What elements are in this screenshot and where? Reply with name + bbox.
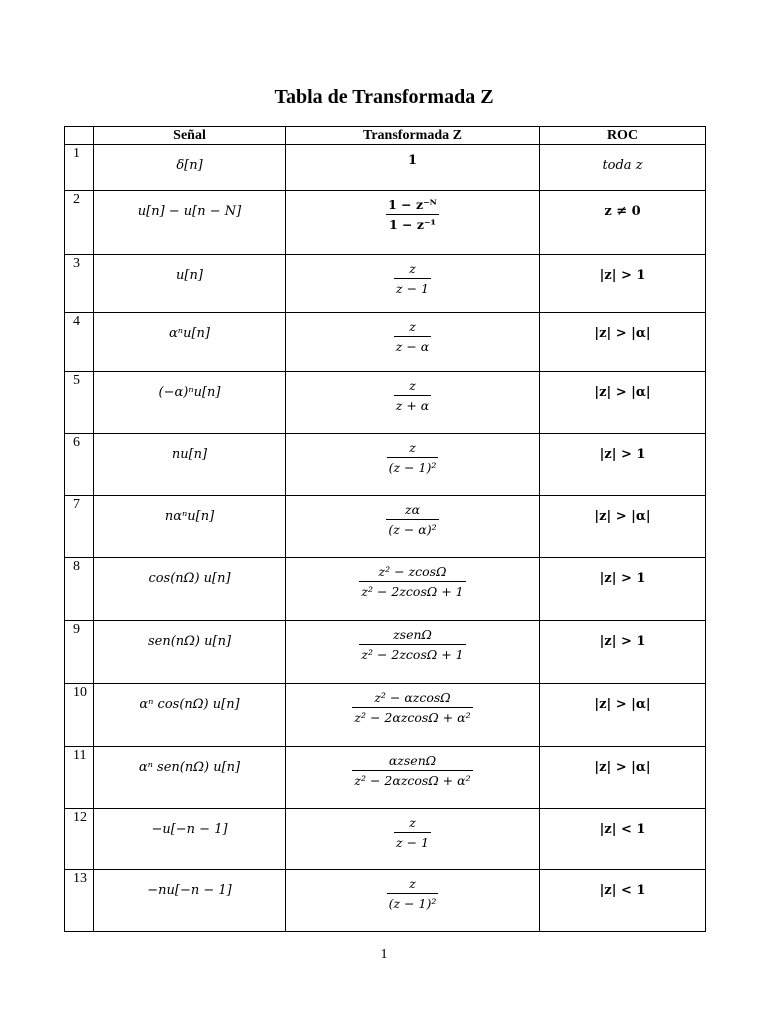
signal-cell: u[n] (176, 268, 203, 283)
header-index (65, 127, 94, 145)
table-row (65, 870, 706, 932)
signal-cell: −u[−n − 1] (151, 822, 228, 837)
numerator: αzsenΩ (352, 753, 472, 771)
transform-fraction (359, 627, 465, 662)
table-row (65, 558, 706, 621)
numerator: z (394, 319, 431, 337)
denominator: (z − α)² (388, 522, 437, 537)
signal-cell: αⁿ cos(nΩ) u[n] (139, 697, 240, 712)
roc-cell: toda z (602, 158, 643, 173)
signal-cell: cos(nΩ) u[n] (148, 571, 231, 586)
table-row (65, 191, 706, 255)
roc-cell: |z| > |α| (594, 385, 651, 400)
table-row (65, 255, 706, 313)
row-number: 3 (65, 255, 94, 313)
signal-cell: −nu[−n − 1] (147, 883, 232, 898)
page-title: Tabla de Transformada Z (274, 86, 494, 108)
roc-cell: |z| > |α| (594, 760, 651, 775)
numerator: zα (386, 502, 438, 520)
denominator: z − 1 (396, 281, 429, 296)
transform-fraction (352, 690, 472, 725)
row-number: 2 (65, 191, 94, 255)
transform-fraction (394, 815, 431, 850)
row-number: 4 (65, 313, 94, 372)
header-roc: ROC (540, 127, 706, 145)
signal-cell: u[n] − u[n − N] (137, 204, 242, 219)
numerator: z (394, 378, 431, 396)
transform-fraction (387, 876, 439, 911)
numerator: z (387, 440, 439, 458)
page-number: 1 (380, 947, 388, 962)
denominator: z − α (395, 339, 430, 354)
numerator: z (387, 876, 439, 894)
numerator: z² − αzcosΩ (352, 690, 472, 708)
numerator: z (394, 815, 431, 833)
row-number: 10 (65, 684, 94, 747)
signal-cell: αⁿu[n] (169, 326, 210, 341)
signal-cell: αⁿ sen(nΩ) u[n] (138, 760, 241, 775)
roc-cell: |z| > 1 (599, 447, 646, 462)
table-row (65, 747, 706, 809)
roc-cell: |z| > |α| (594, 509, 651, 524)
roc-cell: |z| > |α| (594, 697, 651, 712)
z-transform-table (64, 126, 706, 932)
table-row (65, 313, 706, 372)
row-number: 8 (65, 558, 94, 621)
roc-cell: z ≠ 0 (604, 204, 641, 219)
denominator: z − 1 (396, 835, 429, 850)
transform-fraction (386, 197, 439, 232)
denominator: z² − 2zcosΩ + 1 (361, 584, 464, 599)
denominator: z² − 2zcosΩ + 1 (361, 647, 464, 662)
table-row (65, 496, 706, 558)
roc-cell: |z| < 1 (599, 883, 646, 898)
denominator: z² − 2αzcosΩ + α² (354, 710, 471, 725)
roc-cell: |z| > 1 (599, 634, 646, 649)
signal-cell: nu[n] (171, 447, 208, 462)
table-row (65, 684, 706, 747)
table-row (65, 809, 706, 870)
transform-fraction (394, 261, 431, 296)
denominator: (z − 1)² (388, 460, 437, 475)
denominator: z + α (395, 398, 430, 413)
roc-cell: |z| > 1 (599, 268, 646, 283)
signal-cell: nαⁿu[n] (164, 509, 215, 524)
numerator: zsenΩ (359, 627, 465, 645)
transform-fraction (394, 319, 431, 354)
row-number: 6 (65, 434, 94, 496)
transform-fraction (394, 378, 431, 413)
row-number: 13 (65, 870, 94, 932)
transform-fraction (386, 502, 438, 537)
numerator: 1 − z⁻ᴺ (386, 197, 439, 215)
numerator: z (394, 261, 431, 279)
row-number: 7 (65, 496, 94, 558)
transform-fraction (359, 564, 465, 599)
table-header-row (65, 127, 706, 145)
signal-cell: sen(nΩ) u[n] (147, 634, 232, 649)
denominator: (z − 1)² (388, 896, 437, 911)
signal-cell: (−α)ⁿu[n] (158, 385, 221, 400)
numerator: z² − zcosΩ (359, 564, 465, 582)
row-number: 12 (65, 809, 94, 870)
table-row (65, 372, 706, 434)
roc-cell: |z| > |α| (594, 326, 651, 341)
table-row (65, 621, 706, 684)
header-signal: Señal (94, 127, 286, 145)
roc-cell: |z| < 1 (599, 822, 646, 837)
transform-cell: 1 (407, 153, 418, 168)
row-number: 5 (65, 372, 94, 434)
denominator: 1 − z⁻¹ (388, 217, 437, 232)
row-number: 1 (65, 145, 94, 191)
row-number: 9 (65, 621, 94, 684)
transform-fraction (387, 440, 439, 475)
header-transform: Transformada Z (286, 127, 540, 145)
signal-cell: δ[n] (176, 158, 203, 173)
table-row (65, 434, 706, 496)
denominator: z² − 2αzcosΩ + α² (354, 773, 471, 788)
transform-fraction (352, 753, 472, 788)
row-number: 11 (65, 747, 94, 809)
roc-cell: |z| > 1 (599, 571, 646, 586)
table-row (65, 145, 706, 191)
